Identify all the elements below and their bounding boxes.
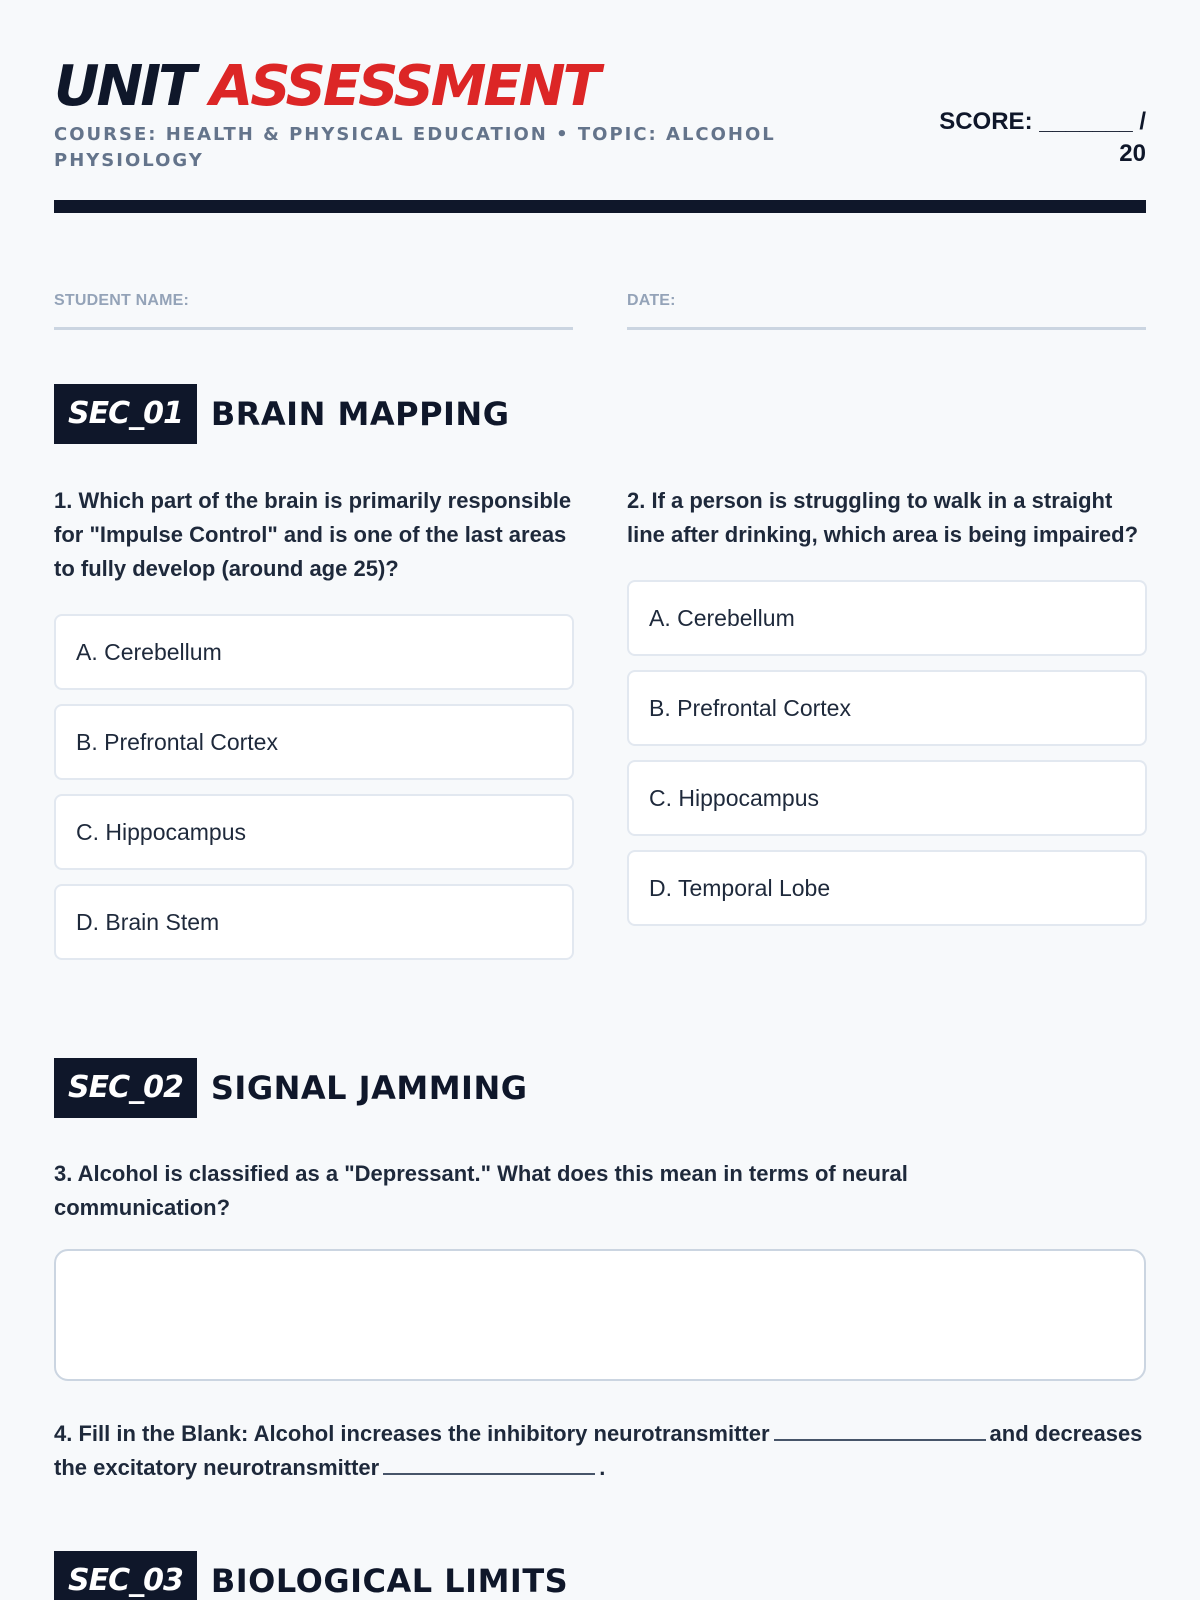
question-text xyxy=(54,1417,1146,1485)
score-total: 20 xyxy=(1119,140,1146,167)
blank-inhibitory-input[interactable] xyxy=(774,1419,986,1441)
student-info-row xyxy=(54,292,1146,330)
question-4 xyxy=(54,1417,1146,1485)
section-title: BIOLOGICAL LIMITS xyxy=(210,1562,569,1600)
header xyxy=(54,0,1146,200)
answer-option-b[interactable]: B. Prefrontal Cortex xyxy=(627,670,1147,746)
section-tag: SEC_03 xyxy=(54,1551,197,1600)
section-tag: SEC_02 xyxy=(54,1058,197,1118)
section-title: SIGNAL JAMMING xyxy=(210,1069,528,1107)
answer-textarea[interactable] xyxy=(54,1249,1146,1381)
section-tag: SEC_01 xyxy=(54,384,197,444)
answer-option-a[interactable]: A. Cerebellum xyxy=(627,580,1147,656)
question-text: 1. Which part of the brain is primarily responsible for "Impulse Control" and is one of the last areas to fully develop (around age 25)? xyxy=(54,488,572,581)
header-divider xyxy=(54,200,1146,213)
question-text: 2. If a person is struggling to walk in a straight line after drinking, which area is being impaired? xyxy=(627,488,1139,547)
answer-option-c[interactable]: C. Hippocampus xyxy=(627,760,1147,836)
fill-text-end: . xyxy=(599,1455,606,1480)
course-topic-subtitle: COURSE: HEALTH & PHYSICAL EDUCATION • TOPIC: ALCOHOL PHYSIOLOGY xyxy=(54,124,776,171)
answer-option-a[interactable]: A. Cerebellum xyxy=(54,614,574,690)
score-label: SCORE: _______ / xyxy=(939,108,1146,135)
student-name-label: STUDENT NAME: xyxy=(54,292,190,309)
section-title: BRAIN MAPPING xyxy=(210,395,510,433)
section-heading-3 xyxy=(54,1551,568,1600)
date-label: DATE: xyxy=(627,292,676,309)
date-field[interactable] xyxy=(627,292,1146,330)
title-assessment: ASSESSMENT xyxy=(209,54,598,119)
section-heading-1 xyxy=(54,384,509,444)
answer-option-d[interactable]: D. Temporal Lobe xyxy=(627,850,1147,926)
question-1 xyxy=(54,484,574,974)
answer-option-b[interactable]: B. Prefrontal Cortex xyxy=(54,704,574,780)
section-heading-2 xyxy=(54,1058,527,1118)
fill-text-part2: and decreases the excitatory neurotransmitter xyxy=(54,1421,1143,1480)
answer-option-c[interactable]: C. Hippocampus xyxy=(54,794,574,870)
blank-excitatory-input[interactable] xyxy=(383,1453,595,1475)
student-name-field[interactable] xyxy=(54,292,573,330)
question-2 xyxy=(627,484,1147,940)
title-unit: UNIT xyxy=(54,54,194,119)
answer-option-d[interactable]: D. Brain Stem xyxy=(54,884,574,960)
question-text: 3. Alcohol is classified as a "Depressant." What does this mean in terms of neural communication? xyxy=(54,1161,908,1220)
question-3 xyxy=(54,1157,1146,1381)
fill-text-part1: 4. Fill in the Blank: Alcohol increases the inhibitory neurotransmitter xyxy=(54,1421,770,1446)
score-field[interactable] xyxy=(926,106,1146,170)
